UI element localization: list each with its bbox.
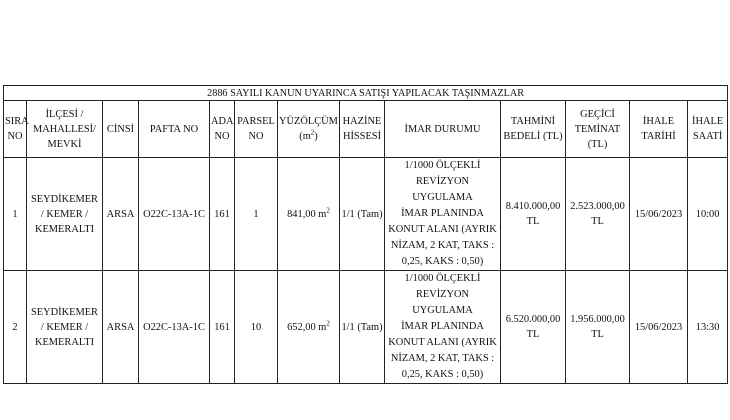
table-row [4,158,728,271]
cell-ada: 161 [210,158,235,271]
header-row [4,101,728,158]
cell-saat: 10:00 [688,158,728,271]
cell-cinsi: ARSA [103,271,139,384]
cell-tarih: 15/06/2023 [630,271,688,384]
header-cinsi: CİNSİ [103,101,139,158]
header-tahmini: TAHMİNİ BEDELİ (TL) [501,101,566,158]
cell-tahmini: 8.410.000,00 TL [501,158,566,271]
header-imar: İMAR DURUMU [385,101,501,158]
header-yuzolcum: YÜZÖLÇÜM $(m^2)$ [278,101,340,158]
header-parsel: PARSEL NO [235,101,278,158]
cell-ilce: SEYDİKEMER / KEMER / KEMERALTI [27,271,103,384]
cell-hazine: 1/1 (Tam) [340,271,385,384]
cell-tarih: 15/06/2023 [630,158,688,271]
header-ilce: İLÇESİ / MAHALLESİ/ MEVKİ [27,101,103,158]
cell-gecici: 1.956.000,00 TL [566,271,630,384]
document-page [3,85,727,384]
cell-parsel: 10 [235,271,278,384]
cell-sira: 1 [4,158,27,271]
cell-imar: 1/1000 ÖLÇEKLİ REVİZYON UYGULAMA İMAR PLANINDA KONUT ALANI (AYRIK NİZAM, 2 KAT, TAKS : 0,25, KAKS : 0,50) [385,158,501,271]
cell-pafta: O22C-13A-1C [139,158,210,271]
cell-saat: 13:30 [688,271,728,384]
header-ihale-tarihi: İHALE TARİHİ [630,101,688,158]
property-sale-table [3,85,728,384]
table-title: 2886 SAYILI KANUN UYARINCA SATIŞI YAPILACAK TAŞINMAZLAR [4,86,728,101]
cell-sira: 2 [4,271,27,384]
cell-hazine: 1/1 (Tam) [340,158,385,271]
header-ada: ADA NO [210,101,235,158]
header-ihale-saati: İHALE SAATİ [688,101,728,158]
cell-yuzolcum: 841,00 $m^2$ [278,158,340,271]
cell-cinsi: ARSA [103,158,139,271]
cell-imar: 1/1000 ÖLÇEKLİ REVİZYON UYGULAMA İMAR PLANINDA KONUT ALANI (AYRIK NİZAM, 2 KAT, TAKS : 0,25, KAKS : 0,50) [385,271,501,384]
cell-gecici: 2.523.000,00 TL [566,158,630,271]
table-row [4,271,728,384]
cell-yuzolcum: 652,00 $m^2$ [278,271,340,384]
cell-tahmini: 6.520.000,00 TL [501,271,566,384]
cell-ilce: SEYDİKEMER / KEMER / KEMERALTI [27,158,103,271]
cell-parsel: 1 [235,158,278,271]
header-gecici: GEÇİCİ TEMİNAT (TL) [566,101,630,158]
cell-ada: 161 [210,271,235,384]
header-hazine: HAZİNE HİSSESİ [340,101,385,158]
cell-pafta: O22C-13A-1C [139,271,210,384]
header-sira: SIRA NO [4,101,27,158]
header-pafta: PAFTA NO [139,101,210,158]
